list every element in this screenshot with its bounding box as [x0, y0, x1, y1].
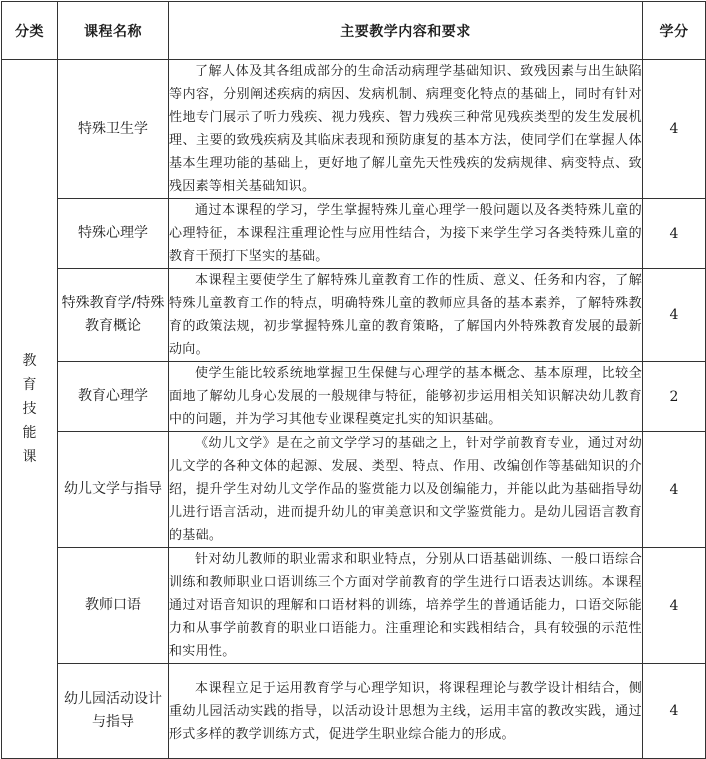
- header-row: [2, 2, 706, 60]
- course-name-cell: 特殊卫生学: [58, 60, 169, 199]
- course-content-cell: 针对幼儿教师的职业需求和职业特点，分别从口语基础训练、一般口语综合训练和教师职业口语训练三个方面对学前教育的学生进行口语表达训练。本课程通过对语音知识的理解和口语材料的训练，培养学生的普通话能力，口语交际能力和从事学前教育的职业口语能力。注重理论和实践相结合，具有较强的示范性和实用性。: [169, 548, 643, 664]
- course-credit-cell: 2: [643, 362, 706, 432]
- table-row: [2, 269, 706, 362]
- course-credit-cell: 4: [643, 269, 706, 362]
- header-credit: 学分: [643, 2, 706, 60]
- table-row: [2, 664, 706, 759]
- header-category: 分类: [2, 2, 58, 60]
- course-table: [1, 1, 706, 759]
- course-credit-cell: 4: [643, 664, 706, 759]
- table-row: [2, 362, 706, 432]
- category-cell: [2, 60, 58, 759]
- course-content-cell: 本课程主要使学生了解特殊儿童教育工作的性质、意义、任务和内容，了解特殊儿童教育工作的特点，明确特殊儿童的教师应具备的基本素养，了解特殊教育的政策法规，初步掌握特殊儿童的教育策略，了解国内外特殊教育发展的最新动向。: [169, 269, 643, 362]
- course-content-cell: 了解人体及其各组成部分的生命活动病理学基础知识、致残因素与出生缺陷等内容，分别阐述疾病的病因、发病机制、病理变化特点的基础上，同时有针对性地专门展示了听力残疾、视力残疾、智力残疾三种常见残疾类型的发生发展机理、主要的致残疾病及其临床表现和预防康复的基本方法，使同学们在掌握人体基本生理功能的基础上，更好地了解儿童先天性残疾的发病规律、病变特点、致残因素等相关基础知识。: [169, 60, 643, 199]
- header-content: 主要教学内容和要求: [169, 2, 643, 60]
- course-content-cell: 通过本课程的学习，学生掌握特殊儿童心理学一般问题以及各类特殊儿童的心理特征，本课程注重理论性与应用性结合，为接下来学生学习各类特殊儿童的教育干预打下坚实的基础。: [169, 199, 643, 269]
- course-credit-cell: 4: [643, 60, 706, 199]
- table-row: [2, 60, 706, 199]
- course-name-cell: 教师口语: [58, 548, 169, 664]
- course-name-cell: 幼儿文学与指导: [58, 432, 169, 548]
- course-credit-cell: 4: [643, 199, 706, 269]
- course-credit-cell: 4: [643, 548, 706, 664]
- table-row: [2, 548, 706, 664]
- course-name-cell: 特殊心理学: [58, 199, 169, 269]
- table-row: [2, 199, 706, 269]
- course-name-cell: 幼儿园活动设计与指导: [58, 664, 169, 759]
- header-course-name: 课程名称: [58, 2, 169, 60]
- table-row: [2, 432, 706, 548]
- course-name-cell: 特殊教育学/特殊教育概论: [58, 269, 169, 362]
- course-content-cell: 《幼儿文学》是在之前文学学习的基础之上，针对学前教育专业，通过对幼儿文学的各种文体的起源、发展、类型、特点、作用、改编创作等基础知识的介绍，提升学生对幼儿文学作品的鉴赏能力以及创编能力，并能以此为基础指导幼儿进行语言活动，进而提升幼儿的审美意识和文学鉴赏能力。是幼儿园语言教育的基础。: [169, 432, 643, 548]
- category-label: 教育技能课: [22, 353, 37, 465]
- course-name-cell: 教育心理学: [58, 362, 169, 432]
- course-content-cell: 本课程立足于运用教育学与心理学知识，将课程理论与教学设计相结合，侧重幼儿园活动实践的指导，以活动设计思想为主线，运用丰富的教改实践，通过形式多样的教学训练方式，促进学生职业综合能力的形成。: [169, 664, 643, 759]
- course-credit-cell: 4: [643, 432, 706, 548]
- course-content-cell: 使学生能比较系统地掌握卫生保健与心理学的基本概念、基本原理，比较全面地了解幼儿身心发展的一般规律与特征，能够初步运用相关知识解决幼儿教育中的问题，并为学习其他专业课程奠定扎实的知识基础。: [169, 362, 643, 432]
